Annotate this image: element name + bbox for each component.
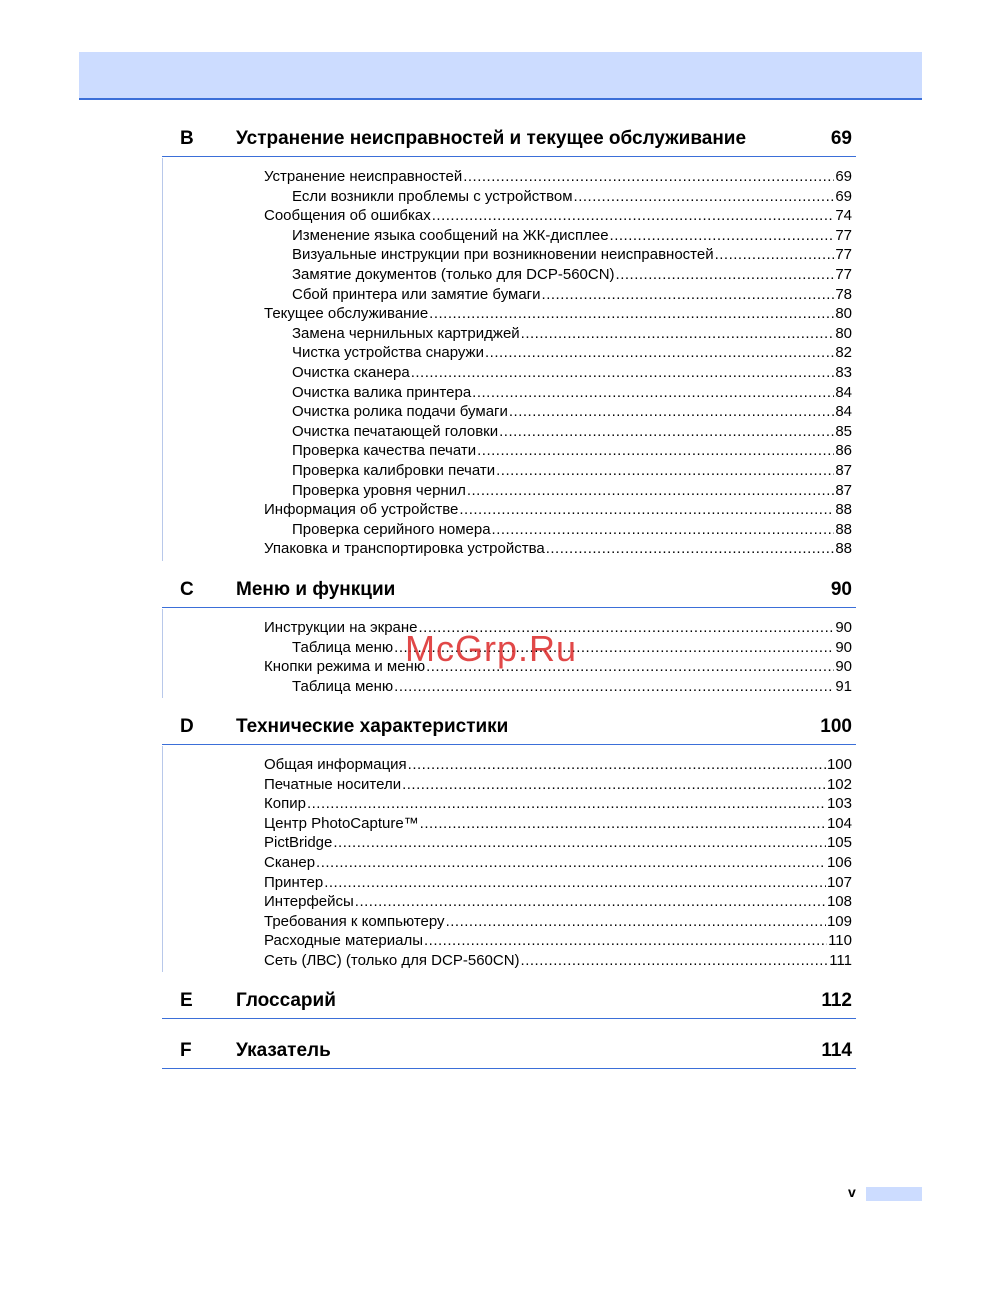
- dot-leader: [459, 500, 834, 520]
- toc-entry[interactable]: [264, 853, 852, 873]
- dot-leader: [429, 304, 834, 324]
- dot-leader: [715, 245, 835, 265]
- toc-entry-page: 80: [835, 305, 852, 323]
- toc-entry-title: Сканер: [264, 853, 316, 871]
- toc-entry-page: 103: [826, 795, 852, 813]
- toc-entry-title: Требования к компьютеру: [264, 912, 445, 930]
- toc-entry-title: Центр PhotoCapture™: [264, 814, 419, 832]
- toc-entry-title: Замена чернильных картриджей: [292, 324, 520, 342]
- toc-entry[interactable]: [264, 441, 852, 461]
- toc-entry-page: 87: [835, 461, 852, 479]
- dot-leader: [324, 873, 826, 893]
- chapter-page: 90: [830, 579, 852, 600]
- toc-entry-page: 100: [826, 756, 852, 773]
- toc-entry-title: Кнопки режима и меню: [264, 658, 426, 676]
- dot-leader: [499, 422, 834, 442]
- dot-leader: [521, 951, 829, 971]
- toc-entry-title: Общая информация: [264, 756, 407, 773]
- toc-entry-page: 90: [835, 658, 852, 676]
- toc-entry-page: 88: [835, 520, 852, 538]
- toc-entry-page: 107: [826, 873, 852, 891]
- toc-entry-title: Информация об устройстве: [264, 501, 459, 519]
- toc-entry-title: Упаковка и транспортировка устройства: [264, 540, 545, 558]
- toc-entry[interactable]: [264, 833, 852, 853]
- chapter-title: Глоссарий: [236, 990, 336, 1011]
- toc-entry[interactable]: [264, 363, 852, 383]
- dot-leader: [424, 931, 827, 951]
- toc-entry-page: 82: [835, 344, 852, 362]
- dot-leader: [485, 343, 834, 363]
- toc-entry-title: PictBridge: [264, 834, 333, 852]
- toc-entry-page: 90: [835, 619, 852, 636]
- toc-entry-page: 86: [835, 442, 852, 460]
- toc-entry[interactable]: [264, 187, 852, 207]
- toc-entry-title: Копир: [264, 795, 306, 813]
- toc-entry-page: 80: [835, 324, 852, 342]
- toc-entry-title: Проверка качества печати: [292, 442, 477, 460]
- toc-entry-title: Таблица меню: [292, 677, 394, 695]
- toc-entry[interactable]: [264, 167, 852, 187]
- dot-leader: [402, 775, 826, 795]
- dot-leader: [355, 892, 826, 912]
- chapter-title: Меню и функции: [236, 579, 396, 600]
- dot-leader: [446, 912, 826, 932]
- toc-entry-title: Сбой принтера или замятие бумаги: [292, 285, 541, 303]
- toc-entry-page: 77: [835, 246, 852, 264]
- toc-entry-title: Очистка ролика подачи бумаги: [292, 403, 508, 421]
- toc-entry-title: Сеть (ЛВС) (только для DCP-560CN): [264, 951, 520, 969]
- chapter-letter: B: [180, 128, 194, 149]
- chapter-letter: E: [180, 990, 193, 1011]
- dot-leader: [546, 539, 835, 559]
- toc-list-d: [264, 755, 852, 971]
- toc-entry-title: Очистка валика принтера: [292, 383, 472, 401]
- dot-leader: [316, 853, 826, 873]
- chapter-page: 69: [830, 128, 852, 149]
- chapter-heading-e[interactable]: [162, 990, 856, 1019]
- toc-entry-title: Принтер: [264, 873, 324, 891]
- toc-entry-page: 104: [826, 814, 852, 832]
- toc-entry-page: 110: [828, 932, 852, 950]
- chapter-heading-c[interactable]: [162, 579, 856, 608]
- toc-entry[interactable]: [264, 539, 852, 559]
- toc-entry-page: 77: [835, 226, 852, 244]
- chapter-title: Указатель: [236, 1040, 331, 1061]
- toc-entry[interactable]: [264, 304, 852, 324]
- toc-entry[interactable]: [264, 324, 852, 344]
- toc-entry[interactable]: [264, 481, 852, 501]
- toc-entry-title: Визуальные инструкции при возникновении неисправностей: [292, 246, 714, 264]
- toc-entry-page: 78: [835, 285, 852, 303]
- toc-entry-title: Если возникли проблемы с устройством: [292, 187, 573, 205]
- toc-entry-title: Очистка печатающей головки: [292, 422, 499, 440]
- toc-entry[interactable]: [264, 343, 852, 363]
- dot-leader: [472, 383, 834, 403]
- toc-entry[interactable]: [264, 226, 852, 246]
- toc-entry[interactable]: [264, 892, 852, 912]
- toc-entry-page: 69: [835, 168, 852, 185]
- dot-leader: [333, 833, 826, 853]
- toc-entry[interactable]: [264, 383, 852, 403]
- chapter-letter: F: [180, 1040, 192, 1061]
- toc-entry-page: 90: [835, 638, 852, 656]
- toc-entry[interactable]: [264, 422, 852, 442]
- toc-entry[interactable]: [264, 677, 852, 697]
- dot-leader: [574, 187, 835, 207]
- toc-entry-page: 84: [835, 403, 852, 421]
- dot-leader: [610, 226, 835, 246]
- toc-entry-title: Чистка устройства снаружи: [292, 344, 484, 362]
- toc-entry[interactable]: [264, 520, 852, 540]
- dot-leader: [492, 520, 835, 540]
- dot-leader: [496, 461, 834, 481]
- toc-entry-page: 88: [835, 540, 852, 558]
- page-number-tab: [866, 1187, 922, 1201]
- toc-entry-title: Таблица меню: [292, 638, 394, 656]
- toc-entry-page: 84: [835, 383, 852, 401]
- toc-entry-title: Инструкции на экране: [264, 619, 418, 636]
- dot-leader: [467, 481, 834, 501]
- chapter-page: 100: [820, 716, 852, 737]
- toc-entry-page: 108: [826, 893, 852, 911]
- chapter-heading-b[interactable]: [162, 128, 856, 157]
- toc-entry[interactable]: [264, 500, 852, 520]
- chapter-heading-d[interactable]: [162, 716, 856, 745]
- header-band: [79, 52, 922, 100]
- toc-entry[interactable]: [264, 245, 852, 265]
- chapter-page: 114: [821, 1040, 852, 1061]
- section-rule: [162, 158, 163, 561]
- toc-entry-title: Текущее обслуживание: [264, 305, 429, 323]
- chapter-page: 112: [821, 990, 852, 1011]
- chapter-heading-f[interactable]: [162, 1040, 856, 1069]
- toc-entry[interactable]: [264, 206, 852, 226]
- toc-entry-page: 74: [835, 207, 852, 225]
- toc-entry-page: 111: [829, 951, 852, 969]
- chapter-title: Технические характеристики: [236, 716, 509, 737]
- dot-leader: [432, 206, 835, 226]
- dot-leader: [521, 324, 835, 344]
- toc-entry[interactable]: [264, 794, 852, 814]
- toc-entry-page: 109: [826, 912, 852, 930]
- dot-leader: [616, 265, 835, 285]
- chapter-letter: D: [180, 716, 194, 737]
- toc-entry-page: 102: [826, 775, 852, 793]
- toc-entry[interactable]: [264, 814, 852, 834]
- toc-entry-title: Проверка серийного номера: [292, 520, 491, 538]
- dot-leader: [394, 677, 834, 697]
- toc-entry[interactable]: [264, 265, 852, 285]
- dot-leader: [509, 402, 834, 422]
- toc-entry-page: 85: [835, 422, 852, 440]
- section-rule: [162, 746, 163, 972]
- dot-leader: [463, 167, 834, 187]
- chapter-title: Устранение неисправностей и текущее обслуживание: [236, 128, 747, 149]
- toc-entry-title: Печатные носители: [264, 775, 402, 793]
- toc-entry[interactable]: [264, 873, 852, 893]
- toc-entry-title: Замятие документов (только для DCP-560CN): [292, 265, 615, 283]
- toc-entry-title: Изменение языка сообщений на ЖК-дисплее: [292, 226, 609, 244]
- dot-leader: [307, 794, 826, 814]
- toc-entry[interactable]: [264, 285, 852, 305]
- toc-entry[interactable]: [264, 402, 852, 422]
- toc-entry[interactable]: [264, 755, 852, 775]
- toc-entry[interactable]: [264, 461, 852, 481]
- toc-entry[interactable]: [264, 931, 852, 951]
- toc-entry-page: 105: [826, 834, 852, 852]
- toc-entry-page: 88: [835, 501, 852, 519]
- dot-leader: [411, 363, 835, 383]
- dot-leader: [408, 755, 826, 775]
- chapter-letter: C: [180, 579, 194, 600]
- toc-entry-page: 77: [835, 265, 852, 283]
- toc-entry-title: Проверка калибровки печати: [292, 461, 496, 479]
- toc-list-b: [264, 167, 852, 559]
- toc-entry-page: 87: [835, 481, 852, 499]
- dot-leader: [542, 285, 835, 305]
- toc-entry[interactable]: [264, 912, 852, 932]
- dot-leader: [420, 814, 826, 834]
- toc-entry-page: 69: [835, 187, 852, 205]
- toc-entry-title: Расходные материалы: [264, 932, 423, 950]
- toc-entry[interactable]: [264, 775, 852, 795]
- toc-entry-title: Интерфейсы: [264, 893, 354, 911]
- toc-entry[interactable]: [264, 951, 852, 971]
- toc-entry-title: Очистка сканера: [292, 363, 410, 381]
- toc-entry-title: Сообщения об ошибках: [264, 207, 431, 225]
- section-rule: [162, 609, 163, 698]
- toc-entry-page: 106: [826, 853, 852, 871]
- watermark: McGrp.Ru: [405, 628, 578, 669]
- toc-entry-page: 83: [835, 363, 852, 381]
- dot-leader: [477, 441, 834, 461]
- page-number: v: [848, 1184, 856, 1200]
- toc-entry-title: Устранение неисправностей: [264, 168, 463, 185]
- toc-entry-page: 91: [835, 677, 852, 695]
- toc-entry-title: Проверка уровня чернил: [292, 481, 466, 499]
